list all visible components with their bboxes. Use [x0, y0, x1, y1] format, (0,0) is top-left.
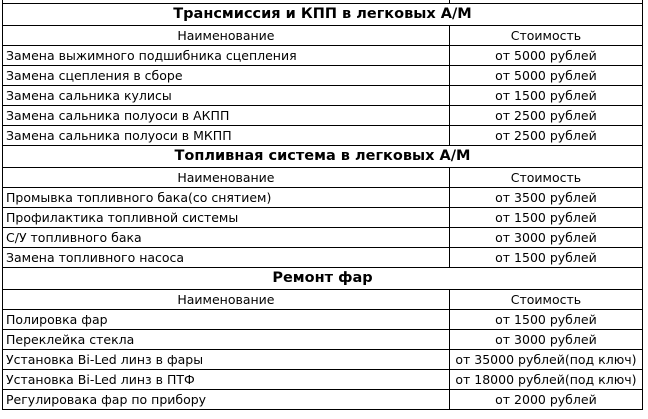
column-header-price: Стоимость	[449, 26, 642, 46]
column-header-price: Стоимость	[449, 290, 642, 310]
column-header-row	[3, 26, 643, 46]
section-title: Топливная система в легковых А/М	[3, 146, 643, 168]
service-name-cell: Регулировака фар по прибору	[3, 390, 450, 410]
section-title-row	[3, 4, 643, 26]
table-row	[3, 66, 643, 86]
service-name-cell: Замена сцепления в сборе	[3, 66, 450, 86]
service-name-cell: Замена выжимного подшибника сцепления	[3, 46, 450, 66]
table-row	[3, 330, 643, 350]
service-price-cell: от 5000 рублей	[449, 66, 642, 86]
service-price-cell: от 35000 рублей(под ключ)	[449, 350, 642, 370]
service-price-cell: от 2000 рублей	[449, 390, 642, 410]
table-row	[3, 86, 643, 106]
column-header-row	[3, 168, 643, 188]
service-name-cell: Профилактика топливной системы	[3, 208, 450, 228]
service-price-cell: от 1500 рублей	[449, 310, 642, 330]
column-header-name: Наименование	[3, 290, 450, 310]
section-title-row	[3, 146, 643, 168]
price-list-table	[2, 0, 643, 410]
column-header-price: Стоимость	[449, 168, 642, 188]
table-row	[3, 46, 643, 66]
column-header-name: Наименование	[3, 26, 450, 46]
service-price-cell: от 1500 рублей	[449, 86, 642, 106]
service-name-cell: Установка Bi-Led линз в фары	[3, 350, 450, 370]
column-header-row	[3, 290, 643, 310]
service-name-cell: Замена сальника полуоси в АКПП	[3, 106, 450, 126]
service-price-cell: от 3000 рублей	[449, 228, 642, 248]
table-row	[3, 208, 643, 228]
service-name-cell: Замена сальника кулисы	[3, 86, 450, 106]
service-name-cell: Промывка топливного бака(со снятием)	[3, 188, 450, 208]
service-price-cell: от 2500 рублей	[449, 106, 642, 126]
service-name-cell: Замена топливного насоса	[3, 248, 450, 268]
section-title: Ремонт фар	[3, 268, 643, 290]
column-header-name: Наименование	[3, 168, 450, 188]
service-price-cell: от 1500 рублей	[449, 248, 642, 268]
table-row	[3, 350, 643, 370]
table-row	[3, 106, 643, 126]
section-title-row	[3, 268, 643, 290]
service-price-cell: от 5000 рублей	[449, 46, 642, 66]
service-name-cell: Переклейка стекла	[3, 330, 450, 350]
table-row	[3, 188, 643, 208]
table-row	[3, 310, 643, 330]
service-price-cell: от 2500 рублей	[449, 126, 642, 146]
service-name-cell: Полировка фар	[3, 310, 450, 330]
service-price-cell: от 3000 рублей	[449, 330, 642, 350]
section-title: Трансмиссия и КПП в легковых А/М	[3, 4, 643, 26]
service-price-cell: от 18000 рублей(под ключ)	[449, 370, 642, 390]
table-row	[3, 248, 643, 268]
service-price-cell: от 3500 рублей	[449, 188, 642, 208]
service-price-cell: от 1500 рублей	[449, 208, 642, 228]
service-name-cell: С/У топливного бака	[3, 228, 450, 248]
service-name-cell: Замена сальника полуоси в МКПП	[3, 126, 450, 146]
table-row	[3, 126, 643, 146]
table-row	[3, 370, 643, 390]
table-row	[3, 228, 643, 248]
service-name-cell: Установка Bi-Led линз в ПТФ	[3, 370, 450, 390]
table-row	[3, 390, 643, 410]
